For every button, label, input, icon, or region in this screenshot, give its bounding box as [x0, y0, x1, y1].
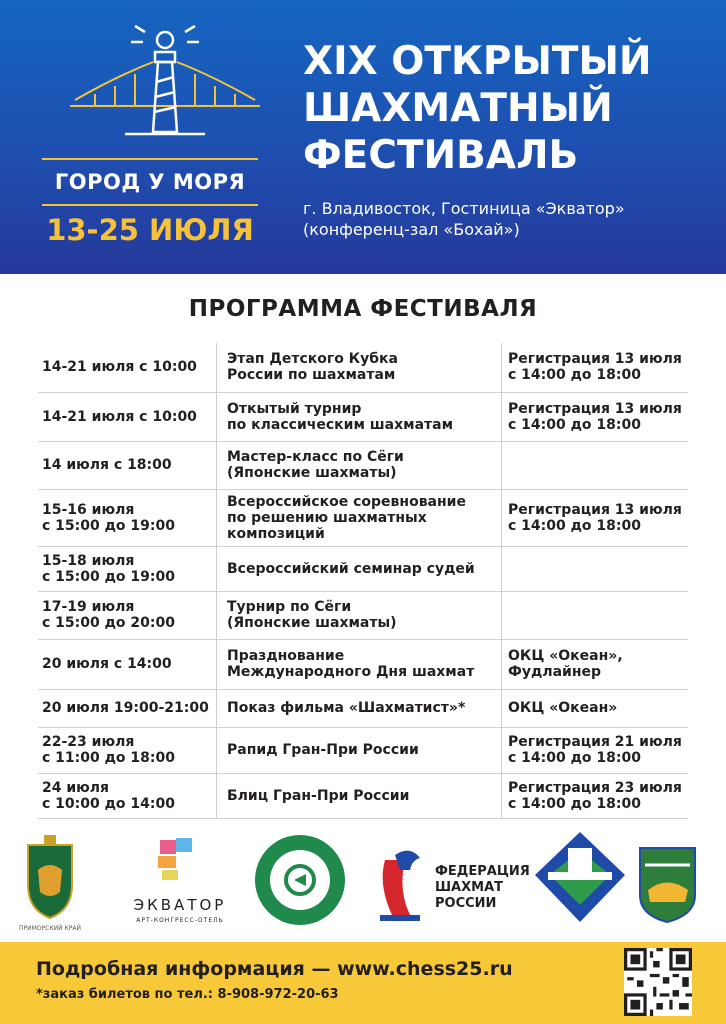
festival-title — [303, 38, 713, 179]
ekvator-name: ЭКВАТОР — [133, 896, 227, 914]
row-note — [502, 441, 689, 489]
ticket-phone: *заказ билетов по тел.: 8-908-972-20-63 — [36, 987, 339, 1002]
row-note: Регистрация 13 июля с 14:00 до 18:00 — [502, 489, 689, 546]
info-website[interactable]: Подробная информация — www.chess25.ru — [36, 958, 513, 980]
row-event: Блиц Гран-При России — [217, 773, 502, 818]
lighthouse-bridge-logo — [65, 22, 265, 142]
table-row — [38, 441, 688, 489]
program-title: ПРОГРАММА ФЕСТИВАЛЯ — [188, 296, 538, 322]
title-line: ФЕСТИВАЛЬ — [303, 133, 579, 178]
row-event: Всероссийское соревнование по решению шахматных композиций — [217, 489, 502, 546]
header-banner — [0, 0, 726, 274]
table-row — [38, 689, 688, 727]
row-date-time: 14 июля с 18:00 — [38, 441, 217, 489]
festival-dates: 13-25 ИЮЛЯ — [46, 213, 254, 247]
chess-federation-logo — [380, 851, 530, 921]
svg-text:ПРИМОРСКИЙ КРАЙ: ПРИМОРСКИЙ КРАЙ — [19, 925, 81, 932]
row-event: Этап Детского Кубка России по шахматам — [217, 343, 502, 392]
table-row — [38, 773, 688, 818]
row-date-time: 14-21 июля с 10:00 — [38, 343, 217, 392]
row-date-time: 15-16 июля с 15:00 до 19:00 — [38, 489, 217, 546]
venue-line: (конференц-зал «Бохай») — [303, 220, 520, 239]
row-event: Откытый турнир по классическим шахматам — [217, 392, 502, 441]
row-note: Регистрация 21 июля с 14:00 до 18:00 — [502, 727, 689, 773]
row-event: Празднование Международного Дня шахмат — [217, 639, 502, 689]
federation-line: ШАХМАТ — [435, 880, 504, 895]
sponsor-logos — [0, 830, 726, 940]
row-note: ОКЦ «Океан», Фудлайнер — [502, 639, 689, 689]
table-row — [38, 343, 688, 392]
row-date-time: 15-18 июля с 15:00 до 19:00 — [38, 546, 217, 591]
venue-line: г. Владивосток, Гостиница «Экватор» — [303, 199, 625, 218]
row-note: Регистрация 13 июля с 14:00 до 18:00 — [502, 392, 689, 441]
title-line: XIX ОТКРЫТЫЙ — [303, 39, 652, 84]
row-date-time: 24 июля с 10:00 до 14:00 — [38, 773, 217, 818]
row-note — [502, 591, 689, 639]
federation-line: РОССИИ — [435, 896, 497, 911]
primorsky-krai-emblem — [19, 835, 81, 932]
table-row — [38, 546, 688, 591]
row-date-time: 14-21 июля с 10:00 — [38, 392, 217, 441]
ekvator-subtitle: АРТ-КОНГРЕСС-ОТЕЛЬ — [136, 917, 224, 924]
table-row — [38, 639, 688, 689]
row-note: Регистрация 13 июля с 14:00 до 18:00 — [502, 343, 689, 392]
table-row — [38, 591, 688, 639]
row-event: Турнир по Сёги (Японские шахматы) — [217, 591, 502, 639]
row-date-time: 20 июля с 14:00 — [38, 639, 217, 689]
row-note: ОКЦ «Океан» — [502, 689, 689, 727]
primorskaya-federation-logo — [535, 832, 625, 922]
qr-code-icon[interactable] — [624, 948, 692, 1016]
row-event: Рапид Гран-При России — [217, 727, 502, 773]
city-bottom-rule — [42, 204, 258, 206]
footer-bar — [0, 942, 726, 1024]
row-event: Мастер-класс по Сёги (Японские шахматы) — [217, 441, 502, 489]
row-event: Показ фильма «Шахматист»* — [217, 689, 502, 727]
row-date-time: 17-19 июля с 15:00 до 20:00 — [38, 591, 217, 639]
row-date-time: 20 июля 19:00-21:00 — [38, 689, 217, 727]
program-table — [38, 343, 688, 819]
venue — [303, 198, 713, 240]
table-row — [38, 489, 688, 546]
row-note — [502, 546, 689, 591]
ekvator-logo — [134, 838, 227, 924]
insurance-agency-logo — [255, 835, 345, 925]
row-date-time: 22-23 июля с 11:00 до 18:00 — [38, 727, 217, 773]
table-row — [38, 392, 688, 441]
city-top-rule — [42, 158, 258, 160]
city-slogan: ГОРОД У МОРЯ — [54, 170, 246, 194]
vladivostok-emblem — [640, 848, 695, 922]
table-row — [38, 727, 688, 773]
title-line: ШАХМАТНЫЙ — [303, 86, 613, 131]
row-event: Всероссийский семинар судей — [217, 546, 502, 591]
federation-line: ФЕДЕРАЦИЯ — [435, 864, 530, 879]
row-note: Регистрация 23 июля с 14:00 до 18:00 — [502, 773, 689, 818]
